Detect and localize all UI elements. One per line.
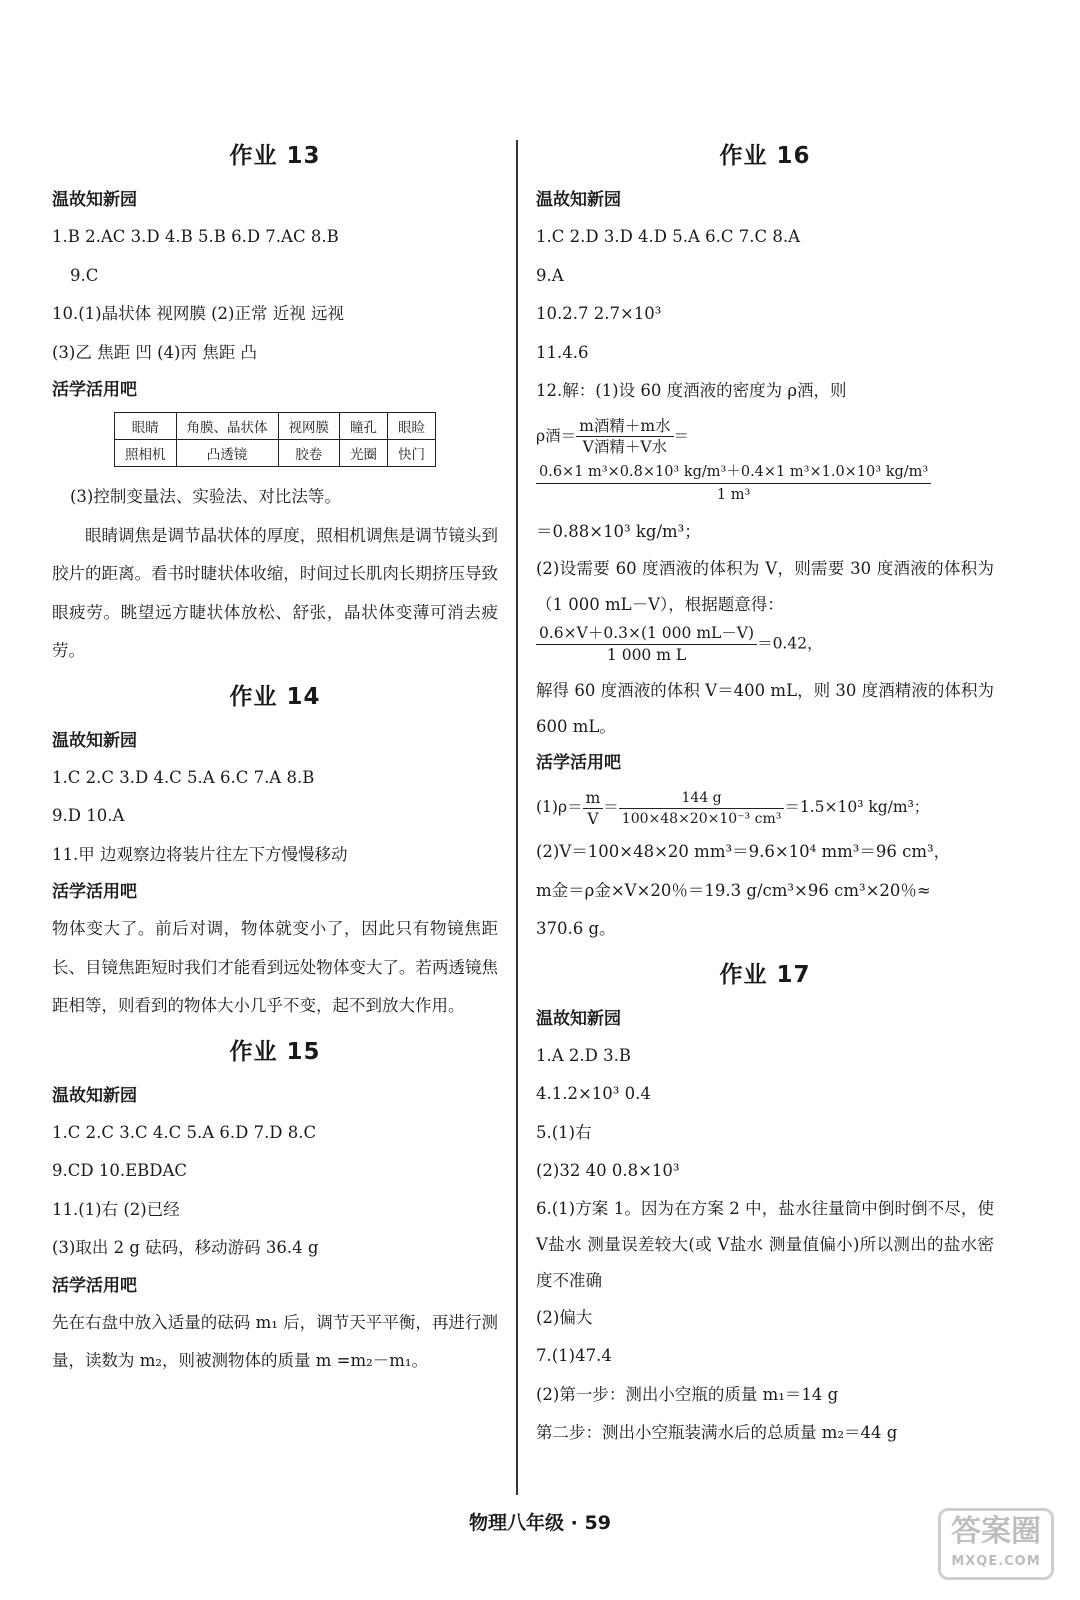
- watermark-logo: [938, 1508, 1054, 1580]
- fraction-denominator: 1 m³: [716, 486, 751, 503]
- hw13-answers-3: 10.(1)晶状体 视网膜 (2)正常 近视 远视: [52, 304, 344, 323]
- hw16-apply-2: (2)V＝100×48×20 mm³＝9.6×10⁴ mm³＝96 cm³，: [536, 842, 951, 861]
- fraction-numerator: 0.6×1 m³×0.8×10³ kg/m³＋0.4×1 m³×1.0×10³ kg/m³: [536, 461, 931, 484]
- hw15-answers-3: 11.(1)右 (2)已经: [52, 1199, 180, 1219]
- formula-fraction: [536, 623, 757, 666]
- density-calc-formula: [536, 461, 994, 513]
- hw13-answers-1: 1.B 2.AC 3.D 4.B 5.B 6.D 7.AC 8.B: [52, 227, 339, 246]
- density-formula: [536, 411, 994, 461]
- table-cell: 照相机: [115, 440, 177, 467]
- hw17-title: 作业 17: [719, 961, 811, 988]
- formula-fraction: [619, 788, 785, 829]
- right-column: [536, 130, 994, 1453]
- watermark-text: 答案圈: [951, 1514, 1041, 1549]
- hw16-answers-1: 1.C 2.D 3.D 4.D 5.A 6.C 7.C 8.A: [536, 227, 801, 246]
- formula-lhs: (1)ρ＝: [536, 798, 583, 816]
- formula-lhs: ρ酒＝: [536, 426, 577, 445]
- hw15-answers-4: (3)取出 2 g 砝码，移动游码 36.4 g: [52, 1238, 319, 1257]
- volume-equation: [536, 623, 994, 673]
- fraction-denominator: V酒精＋V水: [582, 438, 668, 456]
- table-cell: 胶卷: [278, 440, 340, 467]
- hw14-title: 作业 14: [229, 683, 321, 710]
- formula-mid: ＝: [603, 798, 619, 816]
- hw17-answers-4: (2)32 40 0.8×10³: [536, 1161, 680, 1180]
- hw13-section-review: 温故知新园: [52, 190, 137, 210]
- hw17-answers-5: (2)偏大: [536, 1307, 593, 1327]
- fraction-numerator: 144 g: [619, 788, 785, 809]
- fraction-denominator: 1 000 m L: [606, 646, 687, 664]
- table-cell: 角膜、晶状体: [176, 413, 278, 440]
- hw16-answers-2: 9.A: [536, 265, 564, 285]
- table-cell: 凸透镜: [176, 440, 278, 467]
- hw15-section-review: 温故知新园: [52, 1085, 137, 1106]
- fraction-numerator: 0.6×V＋0.3×(1 000 mL－V): [536, 623, 757, 645]
- table-cell: 瞳孔: [340, 413, 388, 440]
- page-footer: 物理八年级 · 59: [469, 1512, 611, 1534]
- hw16-part2-text: (2)设需要 60 度酒液的体积为 V，则需要 30 度酒液的体积为（1 000 mL－V），根据题意得：: [536, 559, 994, 614]
- hw17-answers-1: 1.A 2.D 3.B: [536, 1045, 631, 1065]
- fraction-denominator: 100×48×20×10⁻³ cm³: [621, 810, 782, 827]
- table-row: [115, 413, 436, 440]
- hw14-answers-1: 1.C 2.C 3.D 4.C 5.A 6.C 7.A 8.B: [52, 767, 315, 787]
- hw17-answers-2: 4.1.2×10³ 0.4: [536, 1084, 651, 1103]
- table-cell: 光圈: [340, 440, 388, 467]
- hw17-answers-7: (2)第一步：测出小空瓶的质量 m₁＝14 g: [536, 1384, 839, 1404]
- hw14-paragraph: 物体变大了。前后对调，物体就变小了，因此只有物镜焦距长、目镜焦距短时我们才能看到远处物体变大了。若两透镜焦距相等，则看到的物体大小几乎不变，起不到放大作用。: [52, 919, 498, 1015]
- brick-density-formula: [536, 781, 994, 833]
- table-cell: 眼睛: [115, 413, 177, 440]
- hw17-answers-3: 5.(1)右: [536, 1122, 592, 1142]
- hw13-section-apply: 活学活用吧: [52, 380, 137, 400]
- hw14-section-apply: 活学活用吧: [52, 882, 137, 902]
- table-cell: 视网膜: [278, 413, 340, 440]
- hw17-answers-6: 7.(1)47.4: [536, 1346, 612, 1365]
- hw16-answers-5: 12.解：(1)设 60 度酒液的密度为 ρ酒，则: [536, 381, 847, 400]
- hw16-apply-4: 370.6 g。: [536, 919, 616, 938]
- hw17-section-review: 温故知新园: [536, 1008, 621, 1029]
- hw14-answers-3: 11.甲 边观察边将装片往左下方慢慢移动: [52, 844, 348, 864]
- hw16-part2-result: 解得 60 度酒液的体积 V＝400 mL，则 30 度酒精液的体积为 600 mL。: [536, 681, 994, 736]
- formula-fraction: [536, 461, 931, 506]
- formula-tail: ＝: [673, 426, 690, 445]
- hw16-answers-4: 11.4.6: [536, 342, 589, 362]
- hw16-apply-3: m金＝ρ金×V×20％＝19.3 g/cm³×96 cm³×20％≈: [536, 880, 931, 900]
- hw16-answers-3: 10.2.7 2.7×10³: [536, 304, 662, 323]
- hw16-title: 作业 16: [719, 143, 811, 169]
- formula-fraction: [583, 788, 604, 829]
- table-row: [115, 440, 436, 467]
- hw13-title: 作业 13: [229, 143, 321, 169]
- hw14-section-review: 温故知新园: [52, 730, 137, 751]
- formula-tail: ＝0.42，: [757, 634, 823, 653]
- formula-fraction: [576, 416, 673, 457]
- hw16-section-apply: 活学活用吧: [536, 753, 621, 773]
- hw13-answers-2: 9.C: [70, 265, 99, 285]
- formula-tail: ＝1.5×10³ kg/m³；: [784, 798, 930, 816]
- hw15-title: 作业 15: [229, 1038, 321, 1065]
- hw13-answers-4: (3)乙 焦距 凹 (4)丙 焦距 凸: [52, 342, 257, 362]
- hw17-answers-8: 第二步：测出小空瓶装满水后的总质量 m₂＝44 g: [536, 1423, 898, 1442]
- hw13-paragraph: 眼睛调焦是调节晶状体的厚度，照相机调焦是调节镜头到胶片的距离。看书时睫状体收缩，时间过长肌肉长期挤压导致眼疲劳。眺望远方睫状体放松、舒张，晶状体变薄可消去疲劳。: [52, 525, 498, 660]
- fraction-numerator: m: [583, 788, 604, 809]
- hw17-q6-text: 6.(1)方案 1。因为在方案 2 中，盐水往量筒中倒时倒不尽，使 V盐水 测量误差较大(或 V盐水 测量值偏小)所以测出的盐水密度不准确: [536, 1198, 994, 1290]
- hw14-answers-2: 9.D 10.A: [52, 806, 125, 825]
- column-divider: [516, 140, 518, 1495]
- fraction-denominator: V: [587, 809, 599, 828]
- hw16-section-review: 温故知新园: [536, 190, 621, 210]
- watermark-url: MXQE.COM: [951, 1554, 1041, 1569]
- hw15-answers-2: 9.CD 10.EBDAC: [52, 1161, 188, 1180]
- hw15-section-apply: 活学活用吧: [52, 1275, 137, 1296]
- table-cell: 快门: [388, 440, 436, 467]
- left-column: [52, 130, 498, 1381]
- table-cell: 眼睑: [388, 413, 436, 440]
- hw15-paragraph: 先在右盘中放入适量的砝码 m₁ 后，调节天平平衡，再进行测量，读数为 m₂，则被测物体的质量 m =m₂－m₁。: [52, 1312, 498, 1370]
- hw16-result-1: ＝0.88×10³ kg/m³；: [536, 521, 701, 541]
- fraction-numerator: m酒精＋m水: [576, 416, 673, 437]
- hw13-answers-5: (3)控制变量法、实验法、对比法等。: [70, 487, 341, 506]
- eye-camera-table: [114, 412, 436, 467]
- hw15-answers-1: 1.C 2.C 3.C 4.C 5.A 6.D 7.D 8.C: [52, 1122, 317, 1142]
